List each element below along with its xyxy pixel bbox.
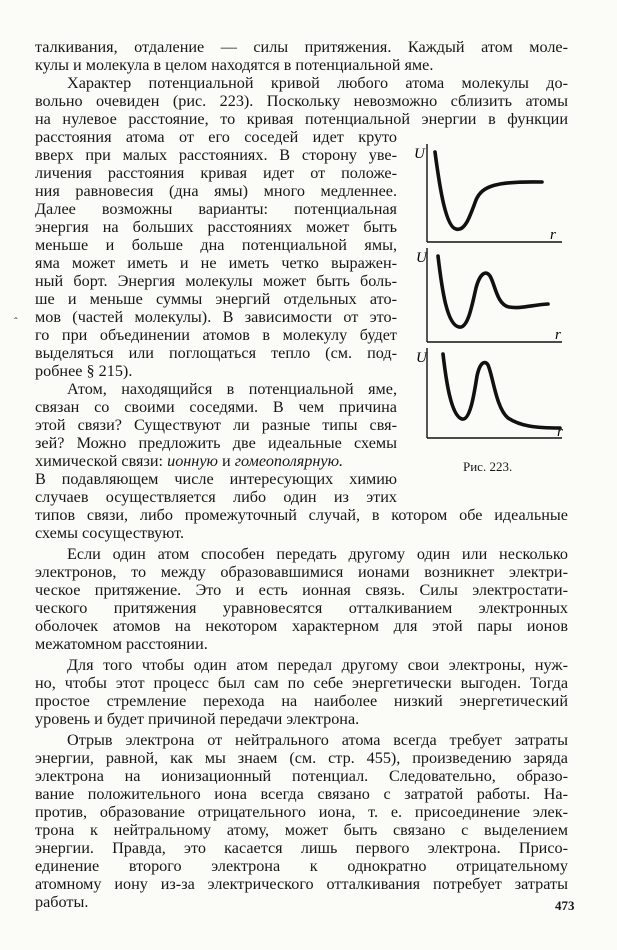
x-axis-label: r bbox=[555, 327, 561, 343]
text-line: мов (частей молекулы). В зависимости от это- bbox=[35, 308, 397, 326]
text-line: уровень и будет причиной передачи электрона. bbox=[35, 710, 360, 728]
text-line: робнее § 215). bbox=[35, 362, 133, 380]
text-line: вольно очевиден (рис. 223). Поскольку невозможно сблизить атомы bbox=[35, 92, 568, 110]
text-line: зей? Можно предложить две идеальные схемы bbox=[35, 434, 397, 452]
text-line: вание положительного иона всегда связано с затратой работы. На- bbox=[35, 785, 568, 803]
y-axis-label: U bbox=[416, 350, 427, 366]
x-axis-label: r bbox=[557, 424, 563, 440]
text-line: энергия на больших расстояниях может быть bbox=[35, 218, 397, 236]
x-axis-label: r bbox=[550, 227, 556, 243]
text-line: связан со своими соседями. В чем причина bbox=[35, 398, 397, 416]
text-line: типов связи, либо промежуточный случай, в котором обе идеальные bbox=[35, 506, 568, 524]
text-line: расстояния атома от его соседей идет круто bbox=[35, 128, 397, 146]
text-line: Атом, находящийся в потенциальной яме, bbox=[67, 380, 397, 398]
text-line: электрона на ионизационный потенциал. Следовательно, образо- bbox=[35, 767, 568, 785]
panel-2 bbox=[416, 248, 562, 343]
y-axis-label: U bbox=[416, 250, 427, 266]
margin-mark: ˆ bbox=[14, 316, 18, 328]
text-line: межатомном расстоянии. bbox=[35, 635, 208, 653]
text-line: го при объединении атомов в молекулу будет bbox=[35, 326, 397, 344]
text-line: ческое притяжение. Это и есть ионная связь. Силы электростати- bbox=[35, 581, 568, 599]
curve-well-with-barrier bbox=[438, 256, 548, 327]
text-line: против, образование отрицательного иона, т. е. присоединение элек- bbox=[35, 803, 568, 821]
text-line: личения расстояния кривая идет от положе- bbox=[35, 164, 397, 182]
text-line: яма может иметь и не иметь четко выражен- bbox=[35, 254, 397, 272]
text-line: В подавляющем числе интересующих химию bbox=[35, 470, 397, 488]
text-line: выделяться или поглощаться тепло (см. под- bbox=[35, 344, 397, 362]
text-line: кулы и молекула в целом находятся в потенциальной яме. bbox=[35, 56, 434, 74]
y-axis-label: U bbox=[414, 146, 425, 162]
text-line: атомному иону из-за электрического отталкивания потребует затраты bbox=[35, 875, 568, 893]
text-line: Характер потенциальной кривой любого атома молекулы до- bbox=[67, 74, 568, 92]
text-line: Для того чтобы один атом передал другому свои электроны, нуж- bbox=[67, 656, 568, 674]
text-line: схемы сосуществуют. bbox=[35, 524, 185, 542]
term-ionic: ионную bbox=[167, 452, 218, 470]
text-line: ния равновесия (дна ямы) много медленнее. bbox=[35, 182, 397, 200]
text-line: но, чтобы этот процесс был сам по себе энергетически выгоден. Тогда bbox=[35, 674, 568, 692]
text-line: Далее возможны варианты: потенциальная bbox=[35, 200, 397, 218]
text-line: электронов, то между образовавшимися ионами возникнет электри- bbox=[35, 563, 568, 581]
text-line: ный борт. Энергия молекулы может быть боль- bbox=[35, 272, 397, 290]
text-line: энергии. Правда, это касается лишь первого электрона. Присо- bbox=[35, 839, 568, 857]
text-line: вверх при малых расстояниях. В сторону уве- bbox=[35, 146, 397, 164]
curve-simple-well bbox=[435, 152, 542, 229]
text-line: ческого притяжения уравновесятся отталкиванием электронных bbox=[35, 599, 568, 617]
text-line: меньше и больше дна потенциальной ямы, bbox=[35, 236, 397, 254]
text-line: на нулевое расстояние, то кривая потенциальной энергии в функции bbox=[35, 110, 568, 128]
potential-curves-figure bbox=[410, 140, 575, 460]
text-line: энергии, равной, как мы знаем (см. стр. 455), произведению заряда bbox=[35, 749, 568, 767]
panel-1 bbox=[414, 144, 562, 243]
text-line: простое стремление перехода на наиболее низкий энергетический bbox=[35, 692, 568, 710]
text-line: Отрыв электрона от нейтрального атома всегда требует затраты bbox=[67, 731, 568, 749]
text-line bbox=[35, 452, 397, 470]
term-homeopolar: гомеополярную. bbox=[234, 452, 344, 470]
text-line: этой связи? Существуют ли разные типы свя- bbox=[35, 416, 397, 434]
text-run: химической связи: bbox=[35, 452, 168, 470]
page-number: 473 bbox=[555, 898, 575, 913]
text-line: случаев осуществляется либо один из этих bbox=[35, 488, 397, 506]
text-line: оболочек атомов на некотором характерном для этой пары ионов bbox=[35, 617, 568, 635]
text-line: Если один атом способен передать другому один или несколько bbox=[67, 545, 568, 563]
curve-deep-barrier bbox=[443, 354, 560, 428]
text-run: и bbox=[217, 452, 235, 470]
text-line: ше и меньше суммы энергий отдельных ато- bbox=[35, 290, 397, 308]
text-line: талкивания, отдаление — силы притяжения. Каждый атом моле- bbox=[35, 38, 568, 56]
panel-3 bbox=[416, 348, 563, 440]
text-line: работы. bbox=[35, 893, 89, 911]
text-line: единение второго электрона к однократно отрицательному bbox=[35, 857, 568, 875]
figure-caption: Рис. 223. bbox=[463, 459, 513, 474]
text-line: трона к нейтральному атому, может быть связано с выделением bbox=[35, 821, 568, 839]
